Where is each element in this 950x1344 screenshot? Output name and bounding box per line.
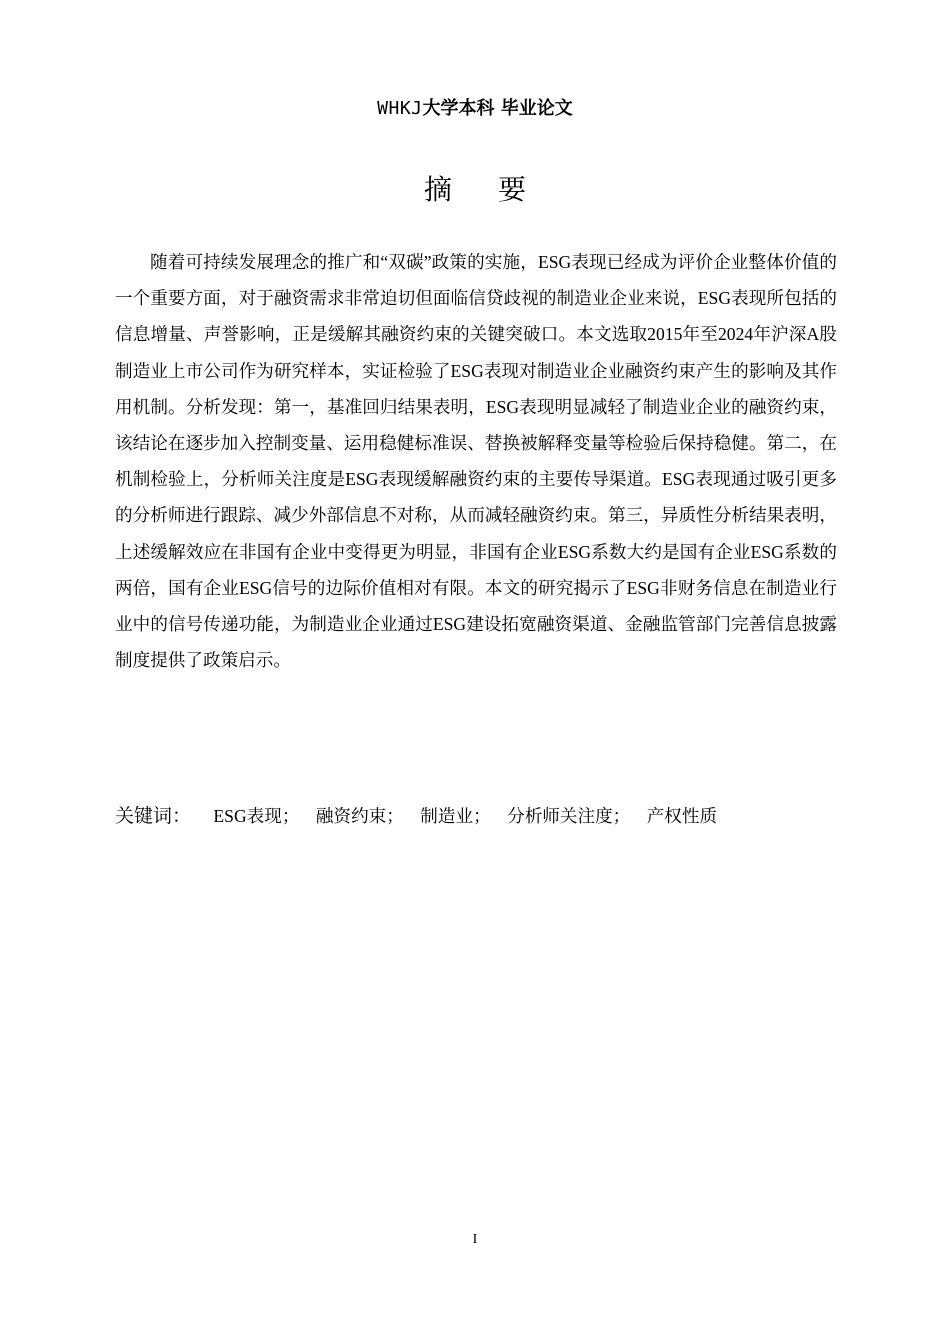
keyword-separator: ； (281, 806, 300, 826)
header-school-name: 大学本科 毕业论文 (422, 98, 573, 119)
abstract-title: 摘要 (423, 173, 572, 206)
page-number: I (472, 1232, 478, 1247)
header-code: WHKJ (377, 98, 423, 119)
abstract-body: 随着可持续发展理念的推广和“双碳”政策的实施，ESG表现已经成为评价企业整体价值的一个重要方面，对于融资需求非常迫切但面临信贷歧视的制造业企业来说，ESG表现所包括的信息增量、声誉影响，正是缓解其融资约束的关键突破口。本文选取2015年至2024年沪深A股制造业上市公司作为研究样本，实证检验了ESG表现对制造业企业融资约束产生的影响及其作用机制。分析发现：第一，基准回归结果表明，ESG表现明显减轻了制造业企业的融资约束，该结论在逐步加入控制变量、运用稳健标准误、替换被解释变量等检验后保持稳健。第二，在机制检验上，分析师关注度是ESG表现缓解融资约束的主要传导渠道。ESG表现通过吸引更多的分析师进行跟踪、减少外部信息不对称，从而减轻融资约束。第三，异质性分析结果表明，上述缓解效应在非国有企业中变得更为明显，非国有企业ESG系数大约是国有企业ESG系数的两倍，国有企业ESG信号的边际价值相对有限。本文的研究揭示了ESG非财务信息在制造业行业中的信号传递功能，为制造业企业通过ESG建设拓宽融资渠道、金融监管部门完善信息披露制度提供了政策启示。 (115, 252, 837, 671)
keyword-item: 融资约束 (315, 806, 387, 826)
keywords-label: 关键词： (115, 805, 192, 827)
running-header (0, 96, 950, 122)
keyword-item: 分析师关注度 (507, 806, 613, 826)
keyword-separator: ； (386, 806, 404, 826)
keywords-line (115, 800, 837, 832)
keyword-item: 产权性质 (646, 806, 718, 826)
keyword-item: 制造业 (420, 806, 474, 826)
keyword-separator: ； (473, 806, 491, 826)
keyword-item: ESG表现 (213, 806, 282, 826)
keyword-separator: ； (612, 806, 631, 826)
